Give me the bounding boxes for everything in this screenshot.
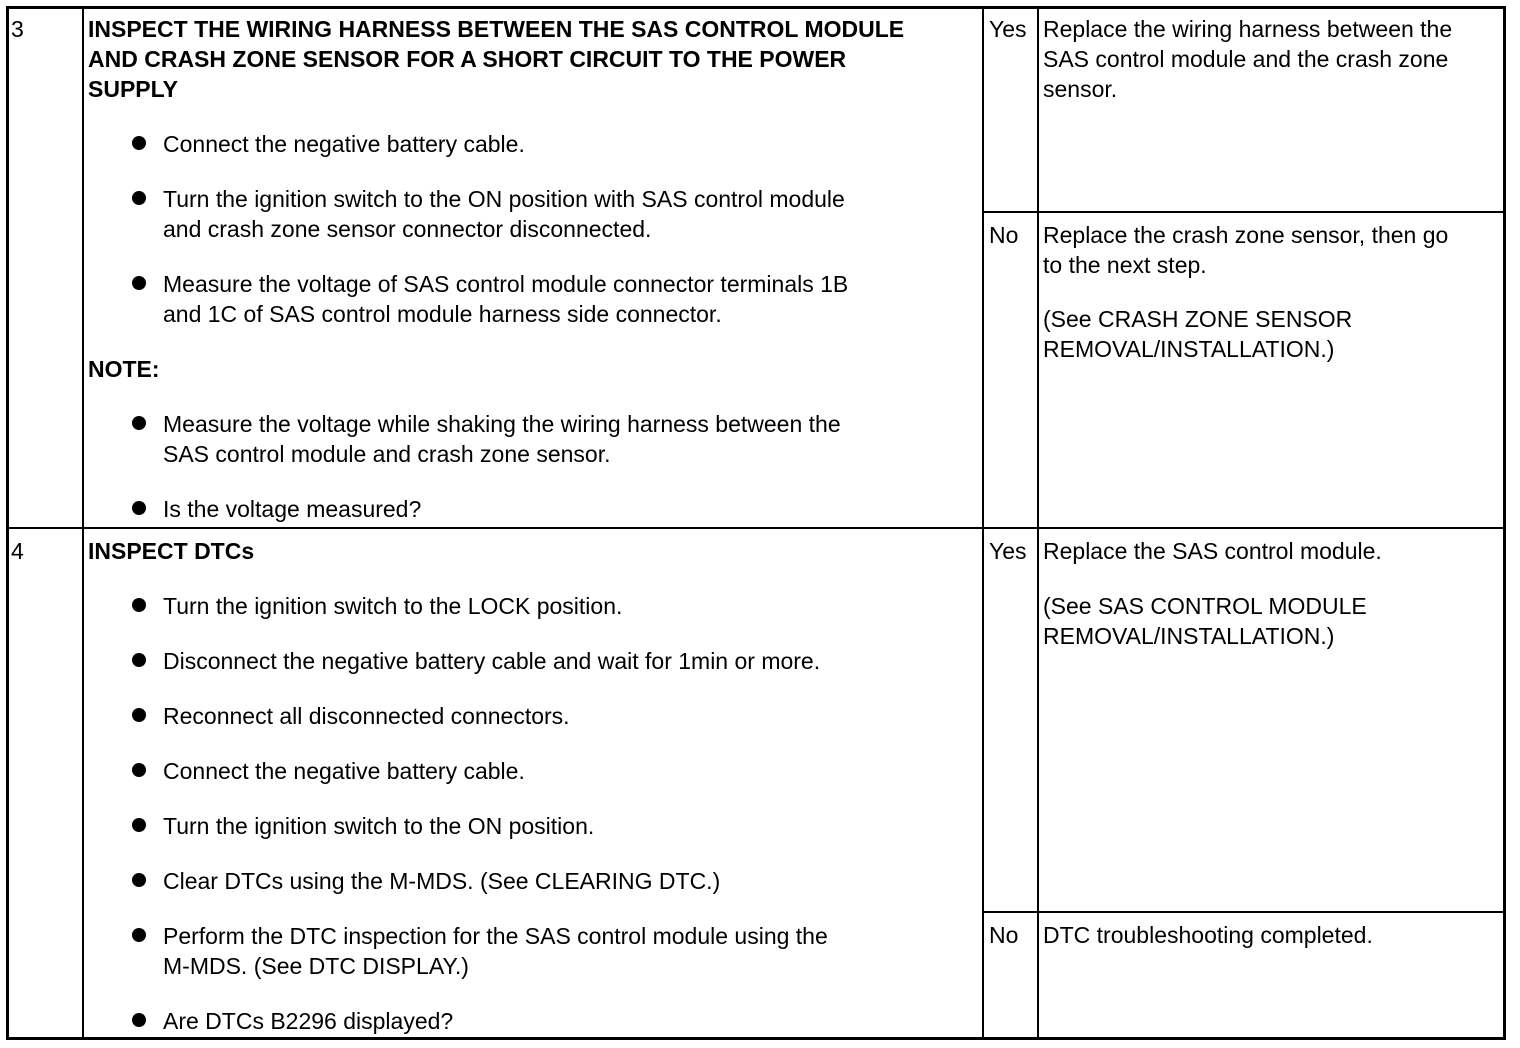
step-title: INSPECT THE WIRING HARNESS BETWEEN THE SAS CONTROL MODULE [88,16,905,42]
col-divider-action [1037,6,1039,1040]
yes-label: Yes [989,538,1027,564]
instruction-text: Turn the ignition switch to the LOCK position. [163,593,623,619]
bullet-icon [132,276,146,290]
col-divider-result [982,6,984,1040]
col-divider-step [82,6,84,1040]
no-action-text: DTC troubleshooting completed. [1043,922,1373,948]
yes-action-text: (See SAS CONTROL MODULE [1043,593,1367,619]
instruction-text: Clear DTCs using the M-MDS. (See CLEARING DTC.) [163,868,721,894]
bullet-icon [132,501,146,515]
yes-action-text: REMOVAL/INSTALLATION.) [1043,623,1335,649]
note-label: NOTE: [88,356,160,382]
instruction-text: and crash zone sensor connector disconnected. [163,216,652,242]
yes-label: Yes [989,16,1027,42]
no-label: No [989,922,1019,948]
instruction-text: Turn the ignition switch to the ON position with SAS control module [163,186,845,212]
step-number: 3 [11,16,24,42]
instruction-text: Measure the voltage of SAS control module connector terminals 1B [163,271,849,297]
instruction-text: Reconnect all disconnected connectors. [163,703,570,729]
bullet-icon [132,653,146,667]
bullet-icon [132,1013,146,1027]
yes-action-text: sensor. [1043,76,1118,102]
no-action-text: to the next step. [1043,252,1207,278]
bullet-icon [132,191,146,205]
instruction-text: SAS control module and crash zone sensor. [163,441,611,467]
bullet-icon [132,873,146,887]
instruction-text: M-MDS. (See DTC DISPLAY.) [163,953,469,979]
bullet-icon [132,416,146,430]
no-action-text: Replace the crash zone sensor, then go [1043,222,1449,248]
step-title: INSPECT DTCs [88,538,255,564]
no-action-text: (See CRASH ZONE SENSOR [1043,306,1353,332]
step-title: SUPPLY [88,76,178,102]
yes-action-text: Replace the wiring harness between the [1043,16,1453,42]
yes-action-text: SAS control module and the crash zone [1043,46,1449,72]
row-divider [6,527,1506,529]
instruction-text: Turn the ignition switch to the ON position. [163,813,595,839]
instruction-text: Perform the DTC inspection for the SAS control module using the [163,923,828,949]
no-label: No [989,222,1019,248]
yes-action-text: Replace the SAS control module. [1043,538,1382,564]
bullet-icon [132,708,146,722]
no-action-text: REMOVAL/INSTALLATION.) [1043,336,1335,362]
instruction-text: Measure the voltage while shaking the wiring harness between the [163,411,841,437]
instruction-text: and 1C of SAS control module harness side connector. [163,301,722,327]
bullet-icon [132,928,146,942]
instruction-text: Is the voltage measured? [163,496,422,522]
instruction-text: Are DTCs B2296 displayed? [163,1008,454,1034]
bullet-icon [132,763,146,777]
instruction-text: Connect the negative battery cable. [163,131,525,157]
bullet-icon [132,136,146,150]
instruction-text: Disconnect the negative battery cable and wait for 1min or more. [163,648,821,674]
bullet-icon [132,818,146,832]
row4-yes-no-divider [983,911,1506,913]
step-title: AND CRASH ZONE SENSOR FOR A SHORT CIRCUIT TO THE POWER [88,46,847,72]
step-number: 4 [11,538,24,564]
instruction-text: Connect the negative battery cable. [163,758,525,784]
bullet-icon [132,598,146,612]
row3-yes-no-divider [983,211,1506,213]
